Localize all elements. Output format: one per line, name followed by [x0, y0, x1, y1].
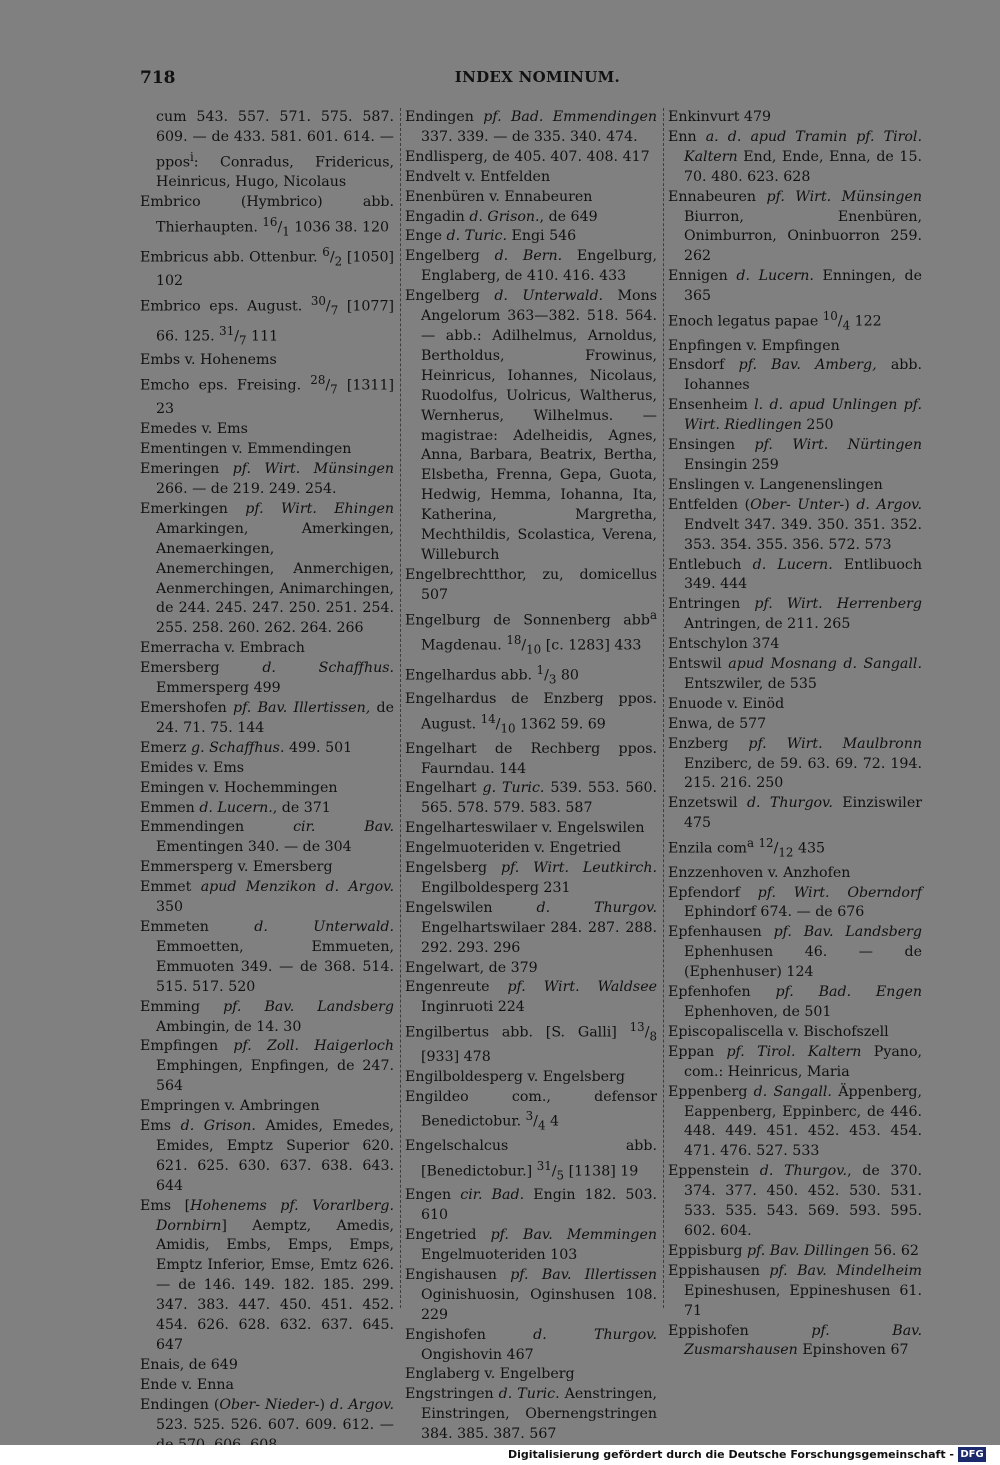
- index-entry: Engilboldesperg v. Engelsberg: [405, 1068, 625, 1085]
- index-entry: Endlisperg, de 405. 407. 408. 417: [405, 148, 650, 165]
- index-entry: Engelharteswilaer v. Engelswilen: [405, 820, 645, 837]
- index-entry: Ensdorf pf. Bav. Amberg, abb. Iohannes: [668, 357, 922, 394]
- index-entry: Engelmuoteriden v. Engetried: [405, 840, 622, 857]
- index-entry: Emmersperg v. Emersberg: [140, 859, 333, 876]
- index-entry: Enuode v. Einöd: [668, 695, 785, 712]
- footer-bar: [0, 1445, 1000, 1465]
- index-entry: Eppishofen pf. Bav. Zusmarshausen Epinshoven 67: [668, 1322, 923, 1359]
- index-entry: Emersberg d. Schaffhus. Emmersperg 499: [140, 660, 395, 697]
- index-entry: Ensenheim l. d. apud Unlingen pf. Wirt. Riedlingen 250: [668, 397, 922, 434]
- index-entry: Ems d. Grison. Amides, Emedes, Emides, Emptz Superior 620. 621. 625. 630. 637. 638. 643. 644: [140, 1118, 394, 1194]
- index-entry: Ems [Hohenems pf. Vorarlberg. Dornbirn] Aemptz, Amedis, Amidis, Embs, Emps, Emps, Emptz Inferior, Emse, Emtz 626. — de 146. 149. 182. 185. 299. 347. 383. 447. 450. 451. 452. 454. 626. 628. 632. 637. 645. 647: [140, 1197, 395, 1354]
- column-divider: [400, 108, 402, 1308]
- index-entry: Engelbrechtthor, zu, domicellus 507: [405, 566, 657, 603]
- index-entry: Engadin d. Grison., de 649: [405, 208, 598, 225]
- index-entry: Entringen pf. Wirt. Herrenberg Antringen, de 211. 265: [668, 596, 922, 633]
- column-divider: [663, 108, 665, 1308]
- index-entry: Ende v. Enna: [140, 1376, 234, 1393]
- index-entry: Endingen pf. Bad. Emmendingen 337. 339. — de 335. 340. 474.: [405, 109, 657, 145]
- index-entry: Entschylon 374: [668, 636, 780, 653]
- index-entry: Entlebuch d. Lucern. Entlibuoch 349. 444: [668, 556, 922, 593]
- index-entry: Ementingen v. Emmendingen: [140, 441, 352, 458]
- index-entry: Engelhart de Rechberg ppos. Faurndau. 144: [405, 740, 657, 777]
- index-entry: Enzzenhoven v. Anzhofen: [668, 864, 851, 881]
- index-entry: Epfenhofen pf. Bad. Engen Ephenhoven, de 501: [668, 984, 922, 1020]
- index-entry: Enais, de 649: [140, 1356, 238, 1373]
- index-entry: Engishausen pf. Bav. Illertissen Oginishuosin, Oginshusen 108. 229: [405, 1266, 658, 1323]
- index-entry: Enenbüren v. Ennabeuren: [405, 188, 593, 205]
- index-entry: Epfenhausen pf. Bav. Landsberg Ephenhusen 46. — de (Ephenhuser) 124: [668, 924, 923, 981]
- index-entry: Enkinvurt 479: [668, 109, 771, 125]
- index-entry: Engetried pf. Bav. Memmingen Engelmuoteriden 103: [405, 1227, 658, 1264]
- index-entry: Epfendorf pf. Wirt. Oberndorf Ephindorf 674. — de 676: [668, 884, 922, 921]
- index-entry: Enge d. Turic. Engi 546: [405, 228, 577, 245]
- index-entry: Engstringen d. Turic. Aenstringen, Einstringen, Obernengstringen 384. 385. 387. 567: [405, 1386, 657, 1443]
- index-entry: Engishofen d. Thurgov. Ongishovin 467: [405, 1326, 657, 1363]
- index-entry: Embrico (Hymbrico) abb. Thierhaupten. $^{16}/_1$ 1036 38. 120: [140, 194, 394, 239]
- index-entry: Emming pf. Bav. Landsberg Ambingin, de 14. 30: [140, 998, 395, 1035]
- index-entry: Engelhart g. Turic. 539. 553. 560. 565. 578. 579. 583. 587: [405, 780, 657, 817]
- index-entry: Emmet apud Menzikon d. Argov. 350: [140, 879, 394, 916]
- dfg-logo-icon[interactable]: DFG: [958, 1447, 986, 1462]
- index-entry: Eppishausen pf. Bav. Mindelheim Epineshusen, Eppineshusen 61. 71: [668, 1262, 922, 1319]
- index-entry: Eppisburg pf. Bav. Dillingen 56. 62: [668, 1242, 919, 1259]
- index-entry: Emmeten d. Unterwald. Emmoetten, Emmueten, Emmuoten 349. — de 368. 514. 515. 517. 520: [140, 918, 394, 995]
- index-entry: Ennigen d. Lucern. Enningen, de 365: [668, 268, 922, 305]
- index-entry: Engelswilen d. Thurgov. Engelhartswilaer 284. 287. 288. 292. 293. 296: [405, 899, 657, 956]
- index-entry: Engelsberg pf. Wirt. Leutkirch. Engilboldesperg 231: [405, 860, 657, 896]
- index-entry: Entswil apud Mosnang d. Sangall. Entszwiler, de 535: [668, 656, 922, 692]
- index-entry: Episcopaliscella v. Bischofszell: [668, 1023, 889, 1040]
- index-column-3: [668, 108, 922, 1361]
- page-header: [140, 68, 620, 94]
- index-entry: Embricus abb. Ottenbur. $^6/_2$ [1050] 102: [140, 244, 395, 290]
- index-entry: Engildeo com., defensor Benedictobur. $^3/_4$ 4: [405, 1088, 657, 1134]
- index-entry: Engen cir. Bad. Engin 182. 503. 610: [405, 1187, 657, 1224]
- index-entry: Emides v. Ems: [140, 759, 245, 776]
- index-entry: Empfingen pf. Zoll. Haigerloch Emphingen, Enpfingen, de 247. 564: [140, 1038, 394, 1095]
- index-entry: Engelschalcus abb. [Benedictobur.] $^{31}/_5$ [1138] 19: [405, 1137, 657, 1183]
- index-entry: Emcho eps. Freising. $^{28}/_7$ [1311] 23: [140, 372, 395, 418]
- index-entry: Enn a. d. apud Tramin pf. Tirol. Kaltern End, Ende, Enna, de 15. 70. 480. 623. 628: [668, 128, 922, 185]
- index-entry: Eppenberg d. Sangall. Äppenberg, Eappenberg, Eppinberc, de 446. 448. 449. 451. 452. 453. 454. 471. 476. 527. 533: [668, 1083, 923, 1160]
- index-entry: Enzberg pf. Wirt. Maulbronn Enziberc, de 59. 63. 69. 72. 194. 215. 216. 250: [668, 735, 922, 792]
- index-entry: Emerkingen pf. Wirt. Ehingen Amarkingen, Amerkingen, Anemaerkingen, Anemerchingen, Anmerchigen, Aenmerchingen, Animarchingen, de 244. 245. 247. 250. 251. 254. 255. 258. 260. 262. 264. 266: [140, 500, 394, 637]
- index-entry: Enoch legatus papae $^{10}/_4$ 122: [668, 309, 882, 333]
- index-entry: Engenreute pf. Wirt. Waldsee Inginruoti 224: [405, 979, 657, 1016]
- index-entry: Endvelt v. Entfelden: [405, 168, 551, 185]
- index-entry: Engilbertus abb. [S. Galli] $^{13}/_8$ [933] 478: [405, 1020, 657, 1065]
- index-entry: Engelberg d. Bern. Engelburg, Englaberg, de 410. 416. 433: [405, 248, 657, 285]
- index-entry: Emmen d. Lucern., de 371: [140, 799, 331, 816]
- index-entry: Engelhardus de Enzberg ppos. August. $^{14}/_{10}$ 1362 59. 69: [405, 691, 657, 736]
- running-title: INDEX NOMINUM.: [454, 68, 620, 86]
- index-entry: Entfelden (Ober- Unter-) d. Argov. Endvelt 347. 349. 350. 351. 352. 353. 354. 355. 356. 572. 573: [668, 496, 923, 553]
- index-entry: Eppan pf. Tirol. Kaltern Pyano, com.: Heinricus, Maria: [668, 1043, 922, 1080]
- index-column-1: [140, 108, 394, 1455]
- index-entry: Empringen v. Ambringen: [140, 1098, 320, 1115]
- index-entry: Emershofen pf. Bav. Illertissen, de 24. 71. 75. 144: [140, 700, 394, 736]
- index-entry-continued: cum 543. 557. 571. 575. 587. 609. — de 433. 581. 601. 614. — ppos$^i$: Conradus, Fridericus, Heinricus, Hugo, Nicolaus: [156, 109, 394, 191]
- index-entry: Embs v. Hohenems: [140, 352, 277, 369]
- index-entry: Enslingen v. Langenenslingen: [668, 476, 883, 493]
- index-entry: Endingen (Ober- Nieder-) d. Argov. 523. 525. 526. 607. 609. 612. —: [140, 1396, 395, 1433]
- index-column-2: [405, 108, 657, 1445]
- index-entry: Emedes v. Ems: [140, 421, 248, 438]
- index-entry: Emingen v. Hochemmingen: [140, 779, 338, 796]
- index-entry: Enpfingen v. Empfingen: [668, 337, 840, 354]
- index-entry: Engelwart, de 379: [405, 959, 538, 976]
- index-entry: Enzetswil d. Thurgov. Einziswiler 475: [668, 795, 923, 832]
- index-entry: Ennabeuren pf. Wirt. Münsingen Biurron, Enenbüren, Onimburron, Oninbuorron 259. 262: [668, 188, 923, 265]
- index-entry: Enwa, de 577: [668, 715, 767, 732]
- index-entry: Eppenstein d. Thurgov., de 370. 374. 377. 450. 452. 530. 531. 533. 535. 543. 569. 593. 595. 602. 604.: [668, 1163, 922, 1239]
- index-entry: Emeringen pf. Wirt. Münsingen 266. — de 219. 249. 254.: [140, 461, 395, 498]
- index-entry: Embrico eps. August. $^{30}/_7$ [1077] 66. 125. $^{31}/_7$ 111: [140, 294, 395, 348]
- index-entry: Emmendingen cir. Bav. Ementingen 340. — de 304: [140, 819, 394, 856]
- index-entry: Engelberg d. Unterwald. Mons Angelorum 363—382. 518. 564. — abb.: Adilhelmus, Arnoldus, Bertholdus, Frowinus, Heinricus, Iohannes, Nicolaus, Ruodolfus, Uolricus, Waltherus, Wernherus, Wilhelmus. — magistrae: Adelheidis, Agnes, Anna, Barbara, Beatrix, Bertha, Elsbetha, Frenna, Gepa, Guota, Hedwig, Hemma, Iohanna, Ita, Katherina, Margretha, Mechthildis, Scolastica, Verena, Willeburch: [405, 288, 657, 563]
- index-entry: Engelhardus abb. $^1/_3$ 80: [405, 662, 579, 687]
- funding-note: Digitalisierung gefördert durch die Deutsche Forschungsgemeinschaft -: [507, 1448, 954, 1461]
- page-number: 718: [140, 68, 176, 88]
- index-entry: Engelburg de Sonnenberg abb$^a$ Magdenau. $^{18}/_{10}$ [c. 1283] 433: [405, 607, 657, 657]
- index-entry: Enzila com$^a$ $^{12}/_{12}$ 435: [668, 836, 826, 860]
- index-entry: Ensingen pf. Wirt. Nürtingen Ensingin 259: [668, 437, 923, 473]
- index-entry: Emerz g. Schaffhus. 499. 501: [140, 739, 353, 756]
- index-entry: Englaberg v. Engelberg: [405, 1366, 575, 1383]
- index-entry: Emerracha v. Embrach: [140, 640, 305, 657]
